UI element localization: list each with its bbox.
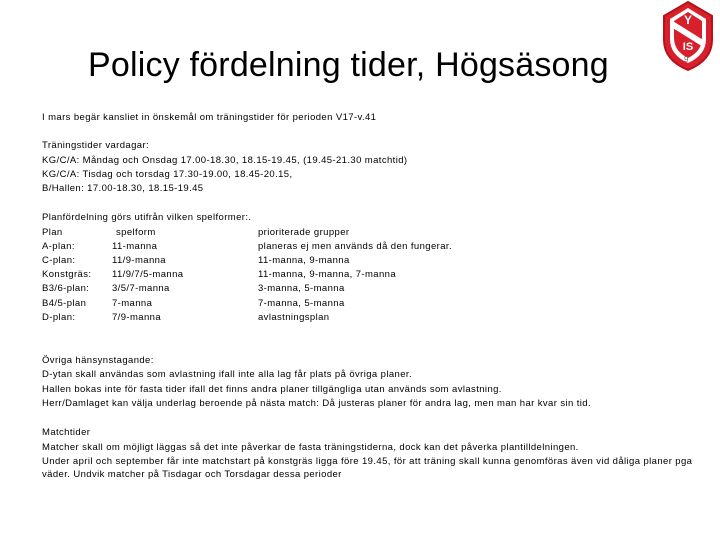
table-row xyxy=(0,298,720,310)
cell-plan: Konstgräs: xyxy=(42,269,92,280)
distribution-header-row xyxy=(0,227,720,239)
weekdays-line: B/Hallen: 17.00-18.30, 18.15-19.45 xyxy=(42,183,204,194)
weekdays-heading: Träningstider vardagar: xyxy=(42,140,150,151)
table-row xyxy=(0,269,720,281)
cell-groups: 11-manna, 9-manna xyxy=(258,255,350,266)
cell-groups: 7-manna, 5-manna xyxy=(258,298,345,309)
table-row xyxy=(0,283,720,295)
cell-spelform: 11/9/7/5-manna xyxy=(112,269,184,280)
match-line: väder. Undvik matcher på Tisdagar och Torsdagar dessa perioder xyxy=(42,469,342,480)
cell-plan: D-plan: xyxy=(42,312,76,323)
cell-plan: B4/5-plan xyxy=(42,298,87,309)
cell-groups: 11-manna, 9-manna, 7-manna xyxy=(258,269,397,280)
cell-spelform: 3/5/7-manna xyxy=(112,283,170,294)
table-row xyxy=(0,312,720,324)
cell-spelform: 11/9-manna xyxy=(112,255,166,266)
other-line: Hallen bokas inte för fasta tider ifall det finns andra planer tillgängliga utan används som avlastning. xyxy=(42,384,502,395)
cell-spelform: 7-manna xyxy=(112,298,153,309)
cell-plan: C-plan: xyxy=(42,255,76,266)
column-header-groups: prioriterade grupper xyxy=(258,227,350,238)
page-number: 9 xyxy=(684,55,689,64)
cell-plan: B3/6-plan: xyxy=(42,283,90,294)
other-line: Herr/Damlaget kan välja underlag beroende på nästa match: Då justeras planer för andra lag, men man har kvar sin tid. xyxy=(42,398,591,409)
cell-groups: 3-manna, 5-manna xyxy=(258,283,345,294)
cell-spelform: 11-manna xyxy=(112,241,158,252)
page-title: Policy fördelning tider, Högsäsong xyxy=(88,46,609,84)
cell-plan: A-plan: xyxy=(42,241,75,252)
logo-letter-y: Y xyxy=(683,13,693,27)
match-line: Under april och september får inte matchstart på konstgräs ligga före 19.45, för att träning skall kunna genomföras även vid dåliga planer pga xyxy=(42,456,693,467)
match-heading: Matchtider xyxy=(42,427,91,438)
logo-letters-is: IS xyxy=(682,41,694,53)
table-row xyxy=(0,255,720,267)
table-row xyxy=(0,241,720,253)
column-header-spelform: spelform xyxy=(116,227,156,238)
weekdays-line: KG/C/A: Måndag och Onsdag 17.00-18.30, 18.15-19.45, (19.45-21.30 matchtid) xyxy=(42,155,408,166)
intro-text: I mars begär kansliet in önskemål om träningstider för perioden V17-v.41 xyxy=(42,112,377,123)
column-header-plan: Plan xyxy=(42,227,63,238)
cell-groups: planeras ej men används då den fungerar. xyxy=(258,241,452,252)
other-heading: Övriga hänsynstagande: xyxy=(42,355,154,366)
match-line: Matcher skall om möjligt läggas så det inte påverkar de fasta träningstiderna, dock kan det påverka plantilldelningen. xyxy=(42,442,579,453)
weekdays-line: KG/C/A: Tisdag och torsdag 17.30-19.00, 18.45-20.15, xyxy=(42,169,293,180)
cell-spelform: 7/9-manna xyxy=(112,312,162,323)
cell-groups: avlastningsplan xyxy=(258,312,330,323)
other-line: D-ytan skall användas som avlastning ifall inte alla lag får plats på övriga planer. xyxy=(42,369,412,380)
distribution-heading: Planfördelning görs utifrån vilken spelformer:. xyxy=(42,212,252,223)
